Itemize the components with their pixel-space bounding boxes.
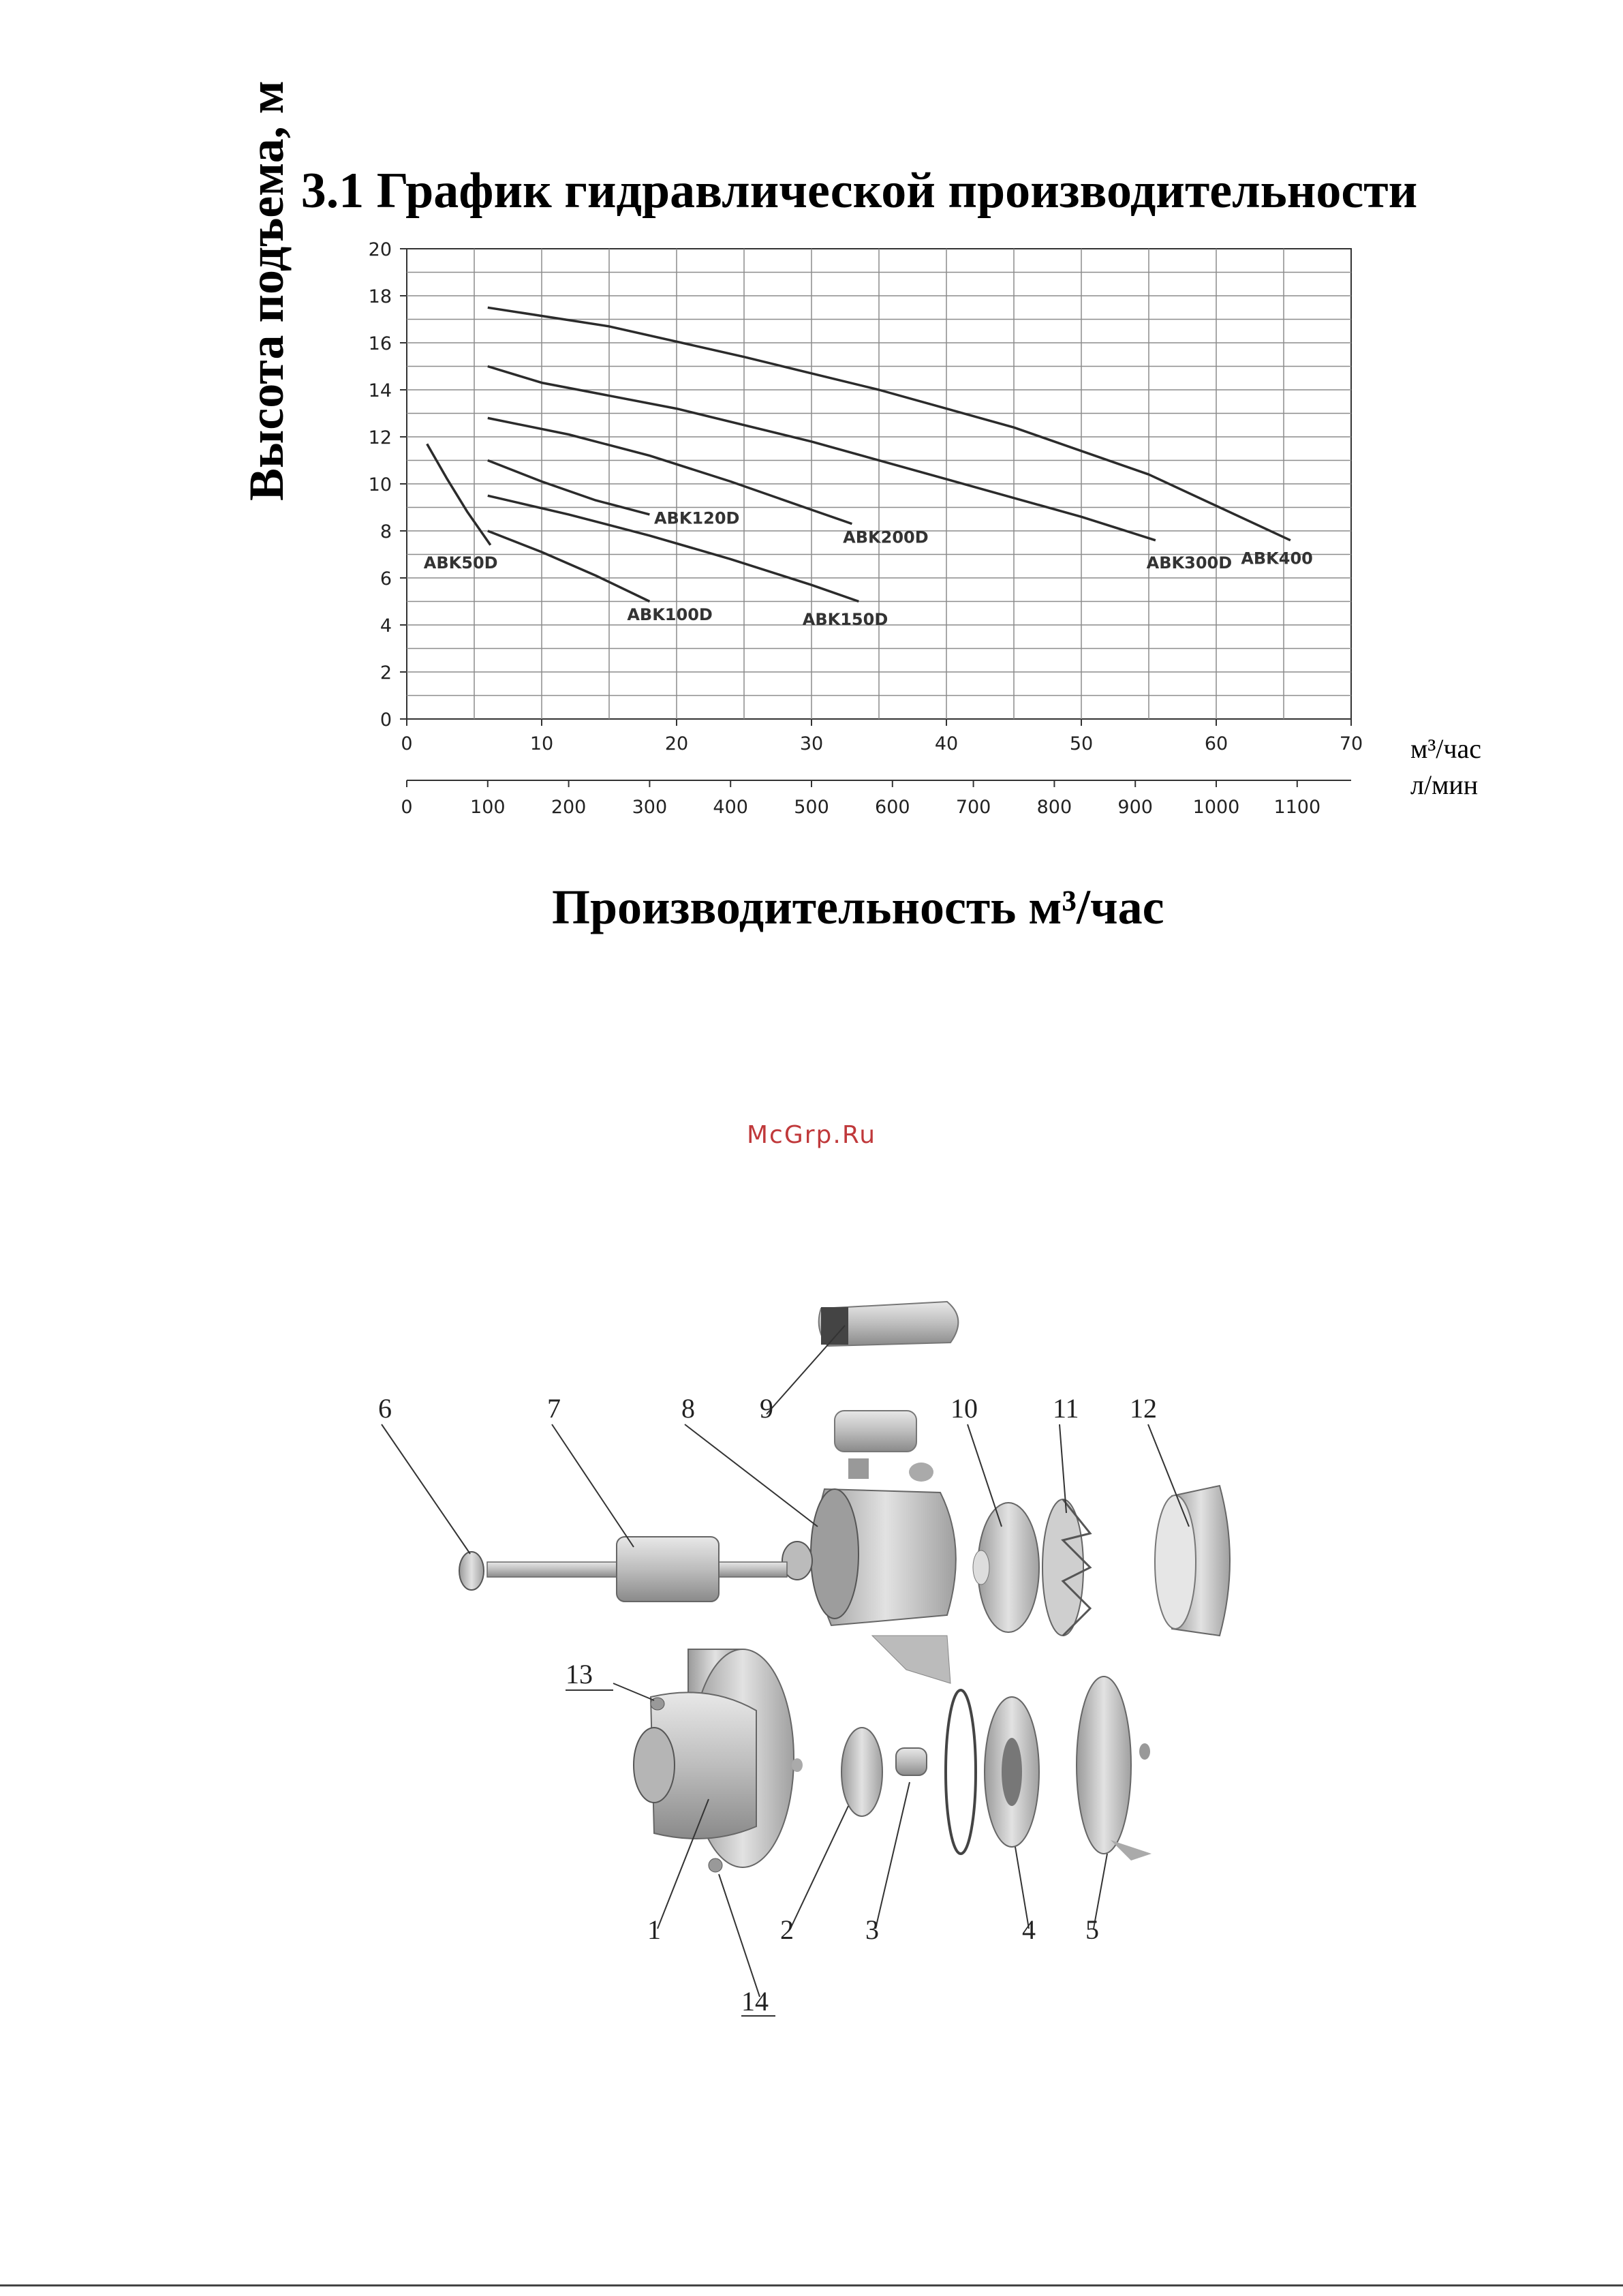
page-title: 3.1 График гидравлической производительности bbox=[300, 163, 1418, 219]
y-axis-label: Высота подъема, м bbox=[239, 80, 294, 501]
x2-tick-label: 300 bbox=[632, 797, 668, 818]
part-o-ring bbox=[946, 1690, 976, 1854]
x-tick-label: 60 bbox=[1204, 733, 1228, 754]
y-tick-label: 4 bbox=[380, 615, 392, 637]
part-impeller bbox=[792, 1728, 882, 1816]
part-terminal-cover bbox=[819, 1302, 959, 1346]
callout-leaders bbox=[382, 1326, 1189, 1997]
callout-12: 12 bbox=[1130, 1393, 1157, 1424]
x-tick-label: 40 bbox=[934, 733, 959, 754]
callout-10: 10 bbox=[950, 1393, 978, 1424]
callout-7: 7 bbox=[547, 1393, 561, 1424]
y-tick-label: 8 bbox=[380, 521, 392, 542]
x2-tick-label: 400 bbox=[713, 797, 748, 818]
watermark: McGrp.Ru bbox=[746, 1121, 877, 1149]
series-label-ABK400: ABK400 bbox=[1241, 549, 1313, 568]
series-label-ABK300D: ABK300D bbox=[1146, 553, 1233, 573]
callout-4: 4 bbox=[1022, 1914, 1036, 1945]
callout-1: 1 bbox=[647, 1914, 661, 1945]
x2-tick-label: 600 bbox=[875, 797, 910, 818]
part-motor-flange bbox=[1077, 1677, 1151, 1861]
x2-tick-label: 100 bbox=[470, 797, 506, 818]
part-fan-cover bbox=[1155, 1486, 1230, 1636]
part-mechanical-seal bbox=[896, 1748, 927, 1775]
x2-tick-label: 0 bbox=[401, 797, 413, 818]
callout-13: 13 bbox=[566, 1659, 593, 1689]
series-label-ABK150D: ABK150D bbox=[802, 610, 888, 629]
unit-m3-per-hour: м³/час bbox=[1410, 733, 1482, 764]
y-tick-label: 10 bbox=[368, 474, 392, 495]
callout-5: 5 bbox=[1085, 1914, 1099, 1945]
callout-11: 11 bbox=[1053, 1393, 1079, 1424]
series-label-ABK120D: ABK120D bbox=[653, 508, 740, 528]
unit-liters-per-minute: л/мин bbox=[1410, 769, 1479, 800]
callout-9: 9 bbox=[760, 1393, 773, 1424]
part-capacitor bbox=[835, 1411, 916, 1452]
y-tick-label: 20 bbox=[368, 239, 392, 260]
y-tick-label: 18 bbox=[368, 286, 392, 307]
x2-tick-label: 800 bbox=[1036, 797, 1072, 818]
y-tick-label: 14 bbox=[368, 380, 392, 401]
y-tick-label: 0 bbox=[380, 709, 392, 731]
part-bearing bbox=[459, 1552, 484, 1590]
y-tick-label: 2 bbox=[380, 662, 392, 684]
x-tick-label: 10 bbox=[529, 733, 554, 754]
series-label-ABK50D: ABK50D bbox=[423, 553, 498, 573]
callout-8: 8 bbox=[681, 1393, 695, 1424]
y-tick-label: 12 bbox=[368, 427, 392, 448]
x2-tick-label: 1100 bbox=[1273, 797, 1321, 818]
series-label-ABK100D: ABK100D bbox=[627, 605, 713, 625]
x-axis-label-text: Производительность м³/час bbox=[552, 880, 1164, 934]
series-label-ABK200D: ABK200D bbox=[843, 527, 929, 547]
callout-6: 6 bbox=[378, 1393, 392, 1424]
part-rear-cover bbox=[973, 1503, 1039, 1632]
part-rotor-shaft bbox=[487, 1537, 787, 1602]
x-tick-label: 30 bbox=[799, 733, 824, 754]
x-tick-label: 50 bbox=[1069, 733, 1094, 754]
y-tick-label: 6 bbox=[380, 568, 392, 590]
x-tick-label: 20 bbox=[664, 733, 689, 754]
x-tick-label: 70 bbox=[1339, 733, 1363, 754]
x2-tick-label: 900 bbox=[1117, 797, 1153, 818]
callout-3: 3 bbox=[865, 1914, 879, 1945]
x2-tick-label: 1000 bbox=[1192, 797, 1240, 818]
x-tick-label: 0 bbox=[401, 733, 413, 754]
part-pump-body bbox=[634, 1649, 794, 1867]
callout-14: 14 bbox=[741, 1986, 769, 2017]
part-fan bbox=[1042, 1499, 1090, 1636]
part-drain-plug bbox=[709, 1858, 722, 1872]
part-motor-housing bbox=[782, 1458, 956, 1683]
callout-2: 2 bbox=[780, 1914, 794, 1945]
y-tick-label: 16 bbox=[368, 333, 392, 354]
x2-tick-label: 500 bbox=[794, 797, 829, 818]
page-bottom-rule bbox=[0, 2284, 1623, 2286]
x2-tick-label: 200 bbox=[551, 797, 587, 818]
x2-tick-label: 700 bbox=[955, 797, 991, 818]
part-diffuser bbox=[985, 1697, 1039, 1847]
